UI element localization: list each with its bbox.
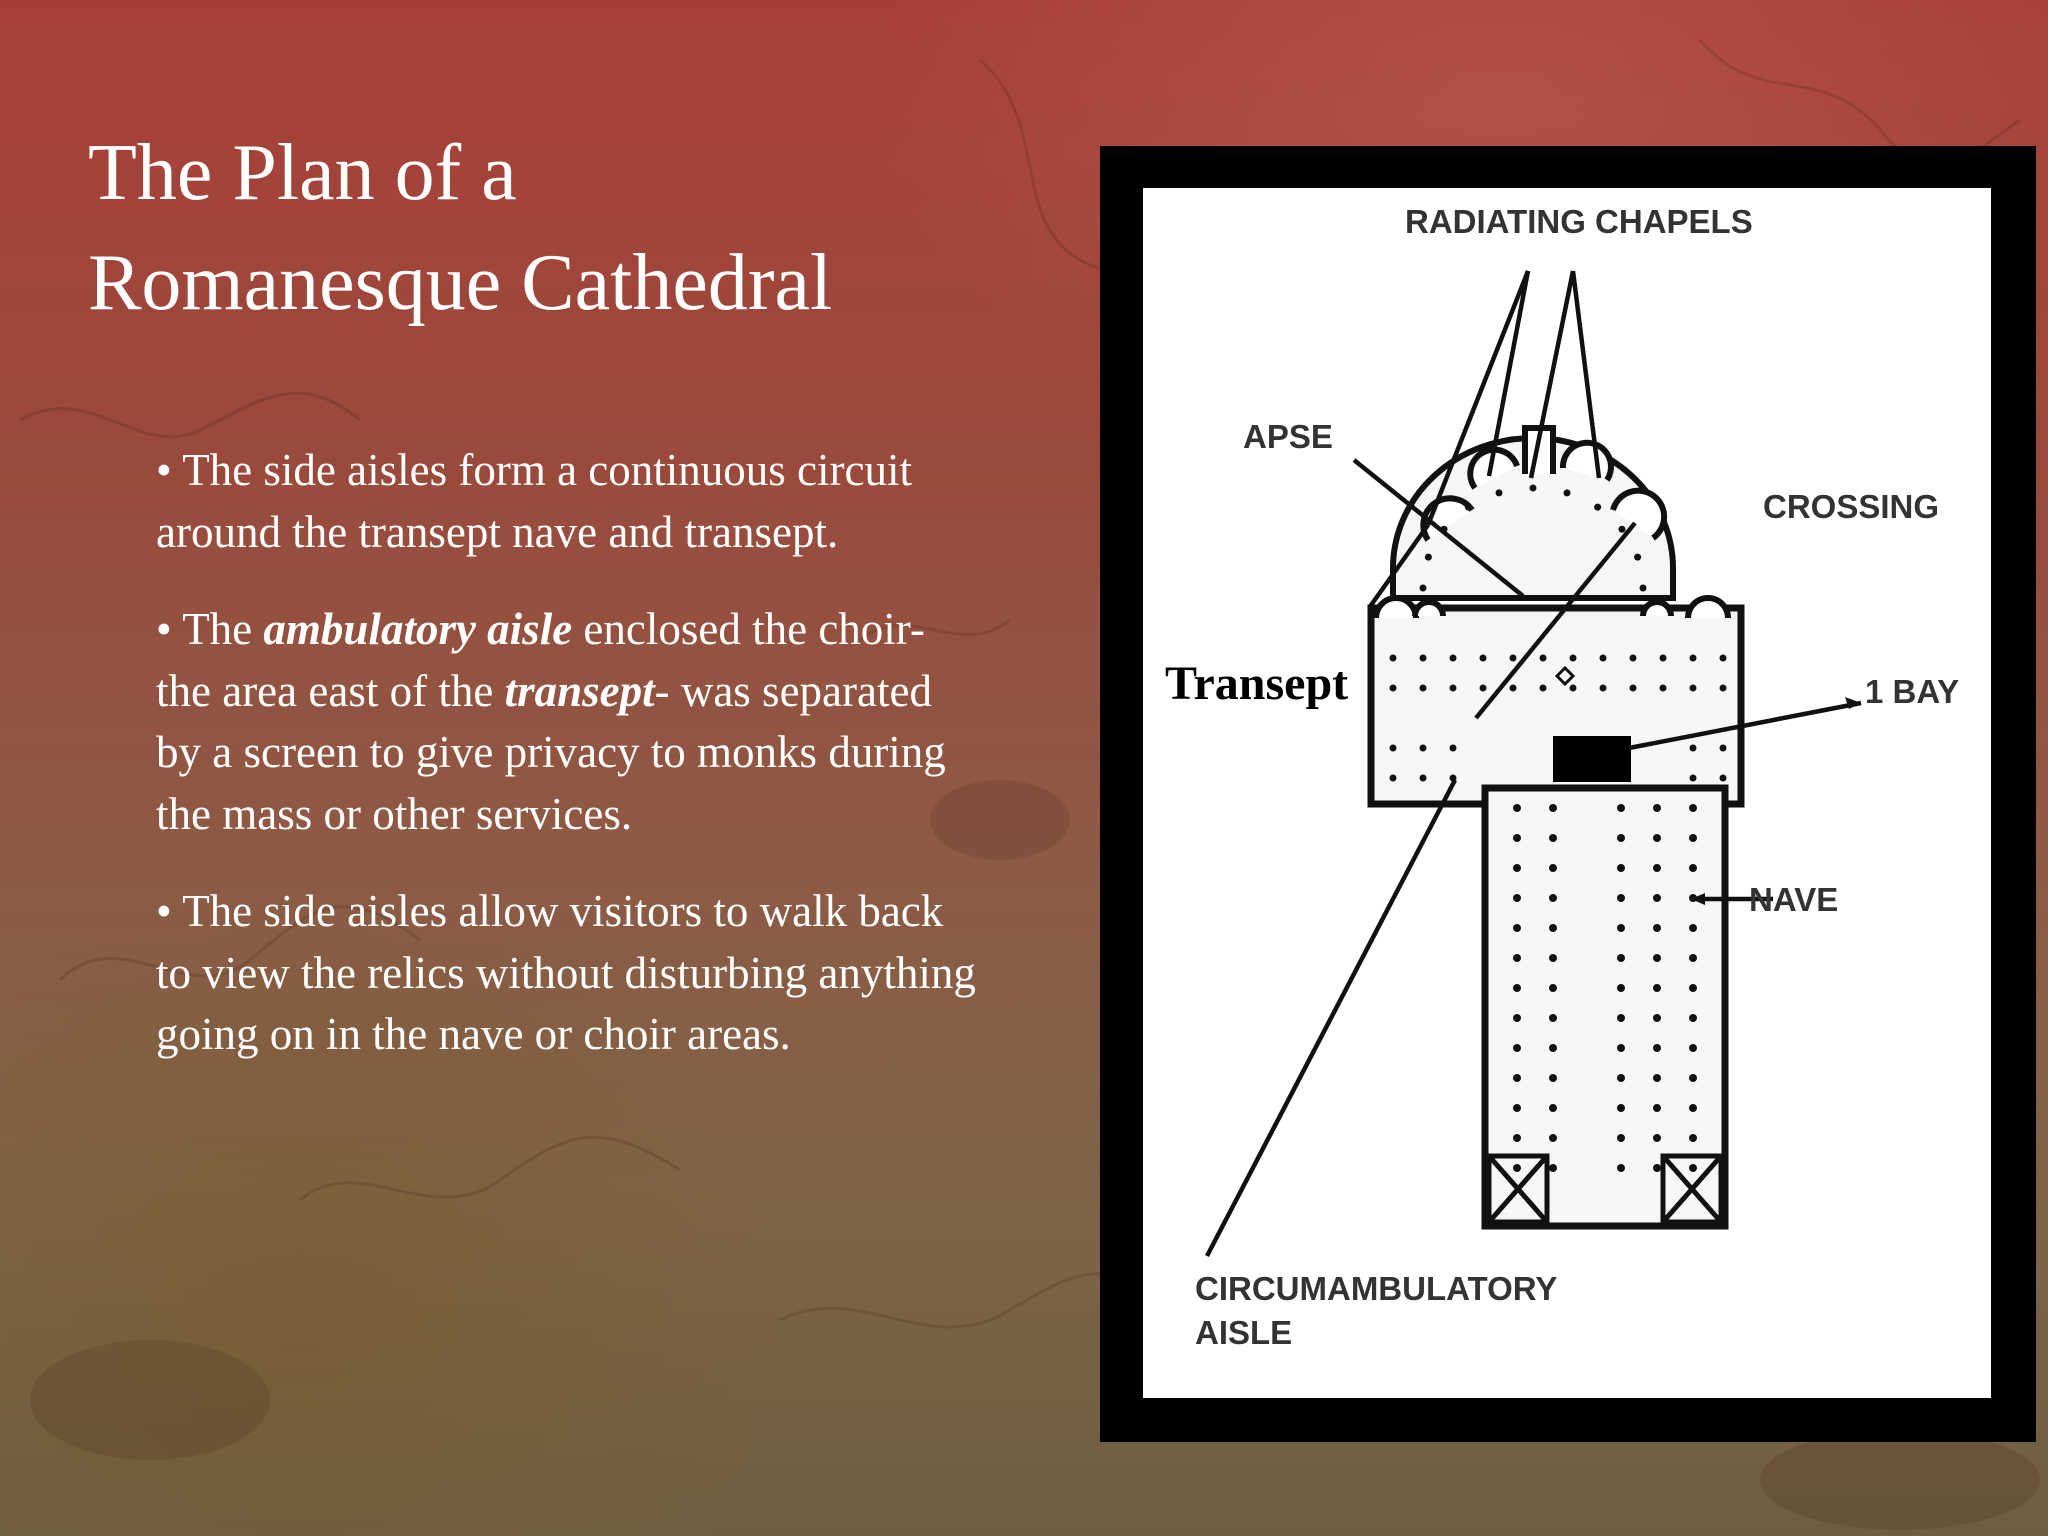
pier-dot (1465, 504, 1472, 511)
pier-dot (1480, 685, 1487, 692)
pier-dot (1549, 1014, 1557, 1022)
pier-dot (1653, 1044, 1661, 1052)
pier-dot (1689, 804, 1697, 812)
pier-dot (1480, 655, 1487, 662)
label-circumambulatory: CIRCUMAMBULATORY (1195, 1270, 1558, 1307)
pier-dot (1513, 984, 1521, 992)
pier-dot (1653, 1074, 1661, 1082)
cathedral-plan-svg (1143, 188, 1991, 1398)
pier-dot (1689, 834, 1697, 842)
pier-dot (1617, 894, 1625, 902)
pier-dot (1660, 685, 1667, 692)
pier-dot (1617, 984, 1625, 992)
pier-dot (1618, 526, 1625, 533)
pier-dot (1600, 655, 1607, 662)
pier-dot (1653, 1014, 1661, 1022)
label-transept: Transept (1165, 657, 1349, 710)
pier-dot (1653, 1104, 1661, 1112)
pier-dot (1450, 655, 1457, 662)
pier-dot (1594, 504, 1601, 511)
pier-dot (1689, 1074, 1697, 1082)
pier-dot (1617, 1104, 1625, 1112)
label-1-bay: 1 BAY (1865, 673, 1960, 710)
pier-dot (1653, 984, 1661, 992)
pier-dot (1720, 655, 1727, 662)
pier-dot (1634, 554, 1641, 561)
pier-dot (1513, 1134, 1521, 1142)
term-ambulatory-aisle: ambulatory aisle (263, 604, 573, 654)
pier-dot (1513, 1014, 1521, 1022)
pier-dot (1617, 1044, 1625, 1052)
label-crossing: CROSSING (1763, 488, 1940, 525)
pier-dot (1549, 804, 1557, 812)
pier-dot (1689, 924, 1697, 932)
pier-dot (1496, 489, 1503, 496)
pier-dot (1617, 834, 1625, 842)
pier-dot (1689, 864, 1697, 872)
pier-dot (1549, 924, 1557, 932)
pier-dot (1689, 1104, 1697, 1112)
pier-dot (1720, 775, 1727, 782)
pier-dot (1513, 864, 1521, 872)
pier-dot (1689, 1164, 1697, 1172)
pier-dot (1570, 685, 1577, 692)
pier-dot (1617, 804, 1625, 812)
pier-dot (1720, 685, 1727, 692)
label-nave: NAVE (1749, 881, 1839, 918)
term-transept: transept (504, 665, 655, 716)
pier-dot (1540, 655, 1547, 662)
pier-dot (1549, 864, 1557, 872)
pier-dot (1425, 554, 1432, 561)
pier-dot (1653, 804, 1661, 812)
pier-dot (1690, 745, 1697, 752)
pier-dot (1630, 655, 1637, 662)
pier-dot (1530, 485, 1537, 492)
pier-dot (1617, 1074, 1625, 1082)
pier-dot (1549, 1134, 1557, 1142)
title-line-1: The Plan of a (88, 129, 517, 217)
pier-dot (1690, 775, 1697, 782)
bullet-item: • The side aisles allow visitors to walk back to view the relics without disturbing anything going on in the nave or choir areas. (156, 886, 976, 1059)
pier-dot (1653, 924, 1661, 932)
pier-dot (1653, 1164, 1661, 1172)
pier-dot (1653, 864, 1661, 872)
label-apse: APSE (1243, 418, 1333, 455)
pier-dot (1390, 775, 1397, 782)
pier-dot (1617, 1014, 1625, 1022)
pier-dot (1689, 1014, 1697, 1022)
pier-dot (1653, 954, 1661, 962)
cathedral-plan-image (1143, 188, 1991, 1398)
pier-dot (1617, 1164, 1625, 1172)
pier-dot (1450, 745, 1457, 752)
pier-dot (1513, 804, 1521, 812)
pier-dot (1540, 685, 1547, 692)
pier-dot (1549, 984, 1557, 992)
pier-dot (1513, 1104, 1521, 1112)
pier-dot (1549, 1104, 1557, 1112)
pier-dot (1563, 489, 1570, 496)
pier-dot (1390, 745, 1397, 752)
pier-dot (1513, 924, 1521, 932)
pier-dot (1549, 894, 1557, 902)
bullet-item: • The ambulatory aisle enclosed the choir- the area east of the transept- was separated by a screen to give privacy to monks during the mass or other services. (156, 604, 946, 839)
title-line-2: Romanesque Cathedral (88, 239, 833, 327)
pier-dot (1549, 954, 1557, 962)
pier-dot (1513, 894, 1521, 902)
pier-dot (1617, 864, 1625, 872)
pier-dot (1617, 954, 1625, 962)
pier-dot (1630, 685, 1637, 692)
pier-dot (1420, 745, 1427, 752)
pier-dot (1513, 1164, 1521, 1172)
pier-dot (1690, 655, 1697, 662)
pier-dot (1510, 655, 1517, 662)
pier-dot (1513, 1074, 1521, 1082)
pier-dot (1640, 585, 1647, 592)
pier-dot (1570, 655, 1577, 662)
pier-dot (1549, 1074, 1557, 1082)
slide-title (88, 118, 988, 338)
pier-dot (1653, 834, 1661, 842)
pier-dot (1420, 775, 1427, 782)
pier-dot (1390, 685, 1397, 692)
pier-dot (1653, 894, 1661, 902)
pier-dot (1690, 685, 1697, 692)
pier-dot (1689, 1134, 1697, 1142)
label-radiating-chapels: RADIATING CHAPELS (1405, 203, 1753, 240)
pier-dot (1420, 585, 1427, 592)
bullet-item: • The side aisles form a continuous circuit around the transept nave and transept. (156, 445, 912, 557)
pier-dot (1513, 834, 1521, 842)
pier-dot (1689, 984, 1697, 992)
label-aisle: AISLE (1195, 1314, 1293, 1351)
pier-dot (1617, 1134, 1625, 1142)
bullet-list (156, 440, 976, 1102)
pier-dot (1689, 954, 1697, 962)
pier-dot (1513, 954, 1521, 962)
pier-dot (1513, 1044, 1521, 1052)
pier-dot (1420, 685, 1427, 692)
pier-dot (1660, 655, 1667, 662)
pier-dot (1549, 834, 1557, 842)
pier-dot (1653, 1134, 1661, 1142)
pier-dot (1617, 924, 1625, 932)
pier-dot (1689, 1044, 1697, 1052)
pier-dot (1450, 685, 1457, 692)
pier-dot (1720, 745, 1727, 752)
pier-dot (1549, 1164, 1557, 1172)
pier-dot (1600, 685, 1607, 692)
pier-dot (1549, 1044, 1557, 1052)
pier-dot (1420, 655, 1427, 662)
pier-dot (1390, 655, 1397, 662)
pier-dot (1510, 685, 1517, 692)
